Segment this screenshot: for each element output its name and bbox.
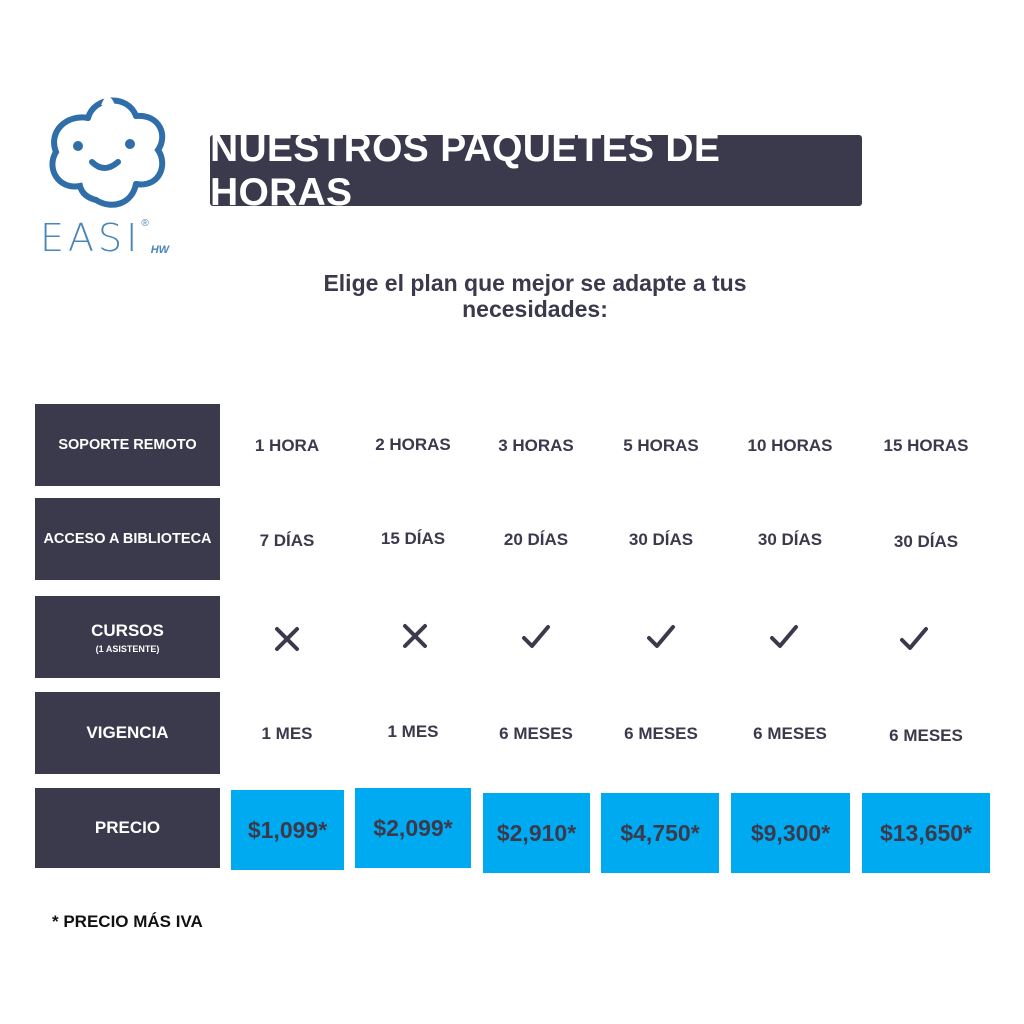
biblioteca-cell: 30 DÍAS xyxy=(628,530,694,549)
page-title: NUESTROS PAQUETES DE HORAS xyxy=(210,126,721,214)
biblioteca-cell: 30 DÍAS xyxy=(757,530,823,549)
row-header-precio xyxy=(35,788,220,868)
check-icon xyxy=(518,619,554,655)
x-icon xyxy=(269,621,305,657)
price-box xyxy=(355,788,471,868)
row-label: PRECIO xyxy=(94,818,161,837)
price-box xyxy=(601,793,719,873)
brand-name: EASI xyxy=(40,216,142,260)
row-label: ACCESO A BIBLIOTECA xyxy=(43,531,212,547)
soporte-cell: 5 HORAS xyxy=(623,436,699,455)
brand-suffix: HW xyxy=(150,244,170,256)
row-sublabel: (1 ASISTENTE) xyxy=(95,643,160,654)
row-header-soporte xyxy=(35,404,220,486)
soporte-cell: 10 HORAS xyxy=(747,436,833,455)
vigencia-cell: 6 MESES xyxy=(753,724,827,743)
row-label: SOPORTE REMOTO xyxy=(58,437,197,453)
row-header-biblioteca xyxy=(35,498,220,580)
price-value: $9,300* xyxy=(750,819,831,846)
biblioteca-cell: 20 DÍAS xyxy=(503,530,569,549)
vigencia-cell: 6 MESES xyxy=(624,724,698,743)
price-value: $13,650* xyxy=(879,819,973,846)
vigencia-cell: 6 MESES xyxy=(499,724,573,743)
brand-logo xyxy=(36,86,186,261)
soporte-cell: 3 HORAS xyxy=(498,436,574,455)
price-value: $4,750* xyxy=(620,819,700,846)
row-header-cursos xyxy=(35,596,220,678)
soporte-cell: 15 HORAS xyxy=(883,436,969,455)
vigencia-cell: 1 MES xyxy=(261,724,313,743)
soporte-cell: 1 HORA xyxy=(254,436,320,455)
row-label: VIGENCIA xyxy=(86,723,169,742)
price-value: $1,099* xyxy=(247,816,328,843)
title-banner xyxy=(210,126,862,214)
price-value: $2,099* xyxy=(373,814,453,841)
page-subtitle: Elige el plan que mejor se adapte a tus necesidades: xyxy=(323,270,747,322)
row-label: CURSOS xyxy=(91,620,164,640)
price-box xyxy=(862,793,990,873)
row-header-vigencia xyxy=(35,692,220,774)
price-value: $2,910* xyxy=(496,819,577,846)
soporte-cell: 2 HORAS xyxy=(375,435,451,454)
vigencia-cell: 6 MESES xyxy=(889,726,963,745)
vigencia-cell: 1 MES xyxy=(387,722,439,741)
price-box xyxy=(483,793,590,873)
biblioteca-cell: 15 DÍAS xyxy=(380,529,446,548)
price-box xyxy=(231,790,344,870)
biblioteca-cell: 30 DÍAS xyxy=(893,532,959,551)
check-icon xyxy=(766,619,802,655)
price-box xyxy=(731,793,850,873)
brand-wordmark xyxy=(40,216,169,260)
check-icon xyxy=(896,621,932,657)
biblioteca-cell: 7 DÍAS xyxy=(259,531,315,550)
x-icon xyxy=(397,618,433,654)
check-icon xyxy=(643,619,679,655)
price-footnote: * PRECIO MÁS IVA xyxy=(52,912,203,931)
brand-registered: ® xyxy=(141,218,149,229)
